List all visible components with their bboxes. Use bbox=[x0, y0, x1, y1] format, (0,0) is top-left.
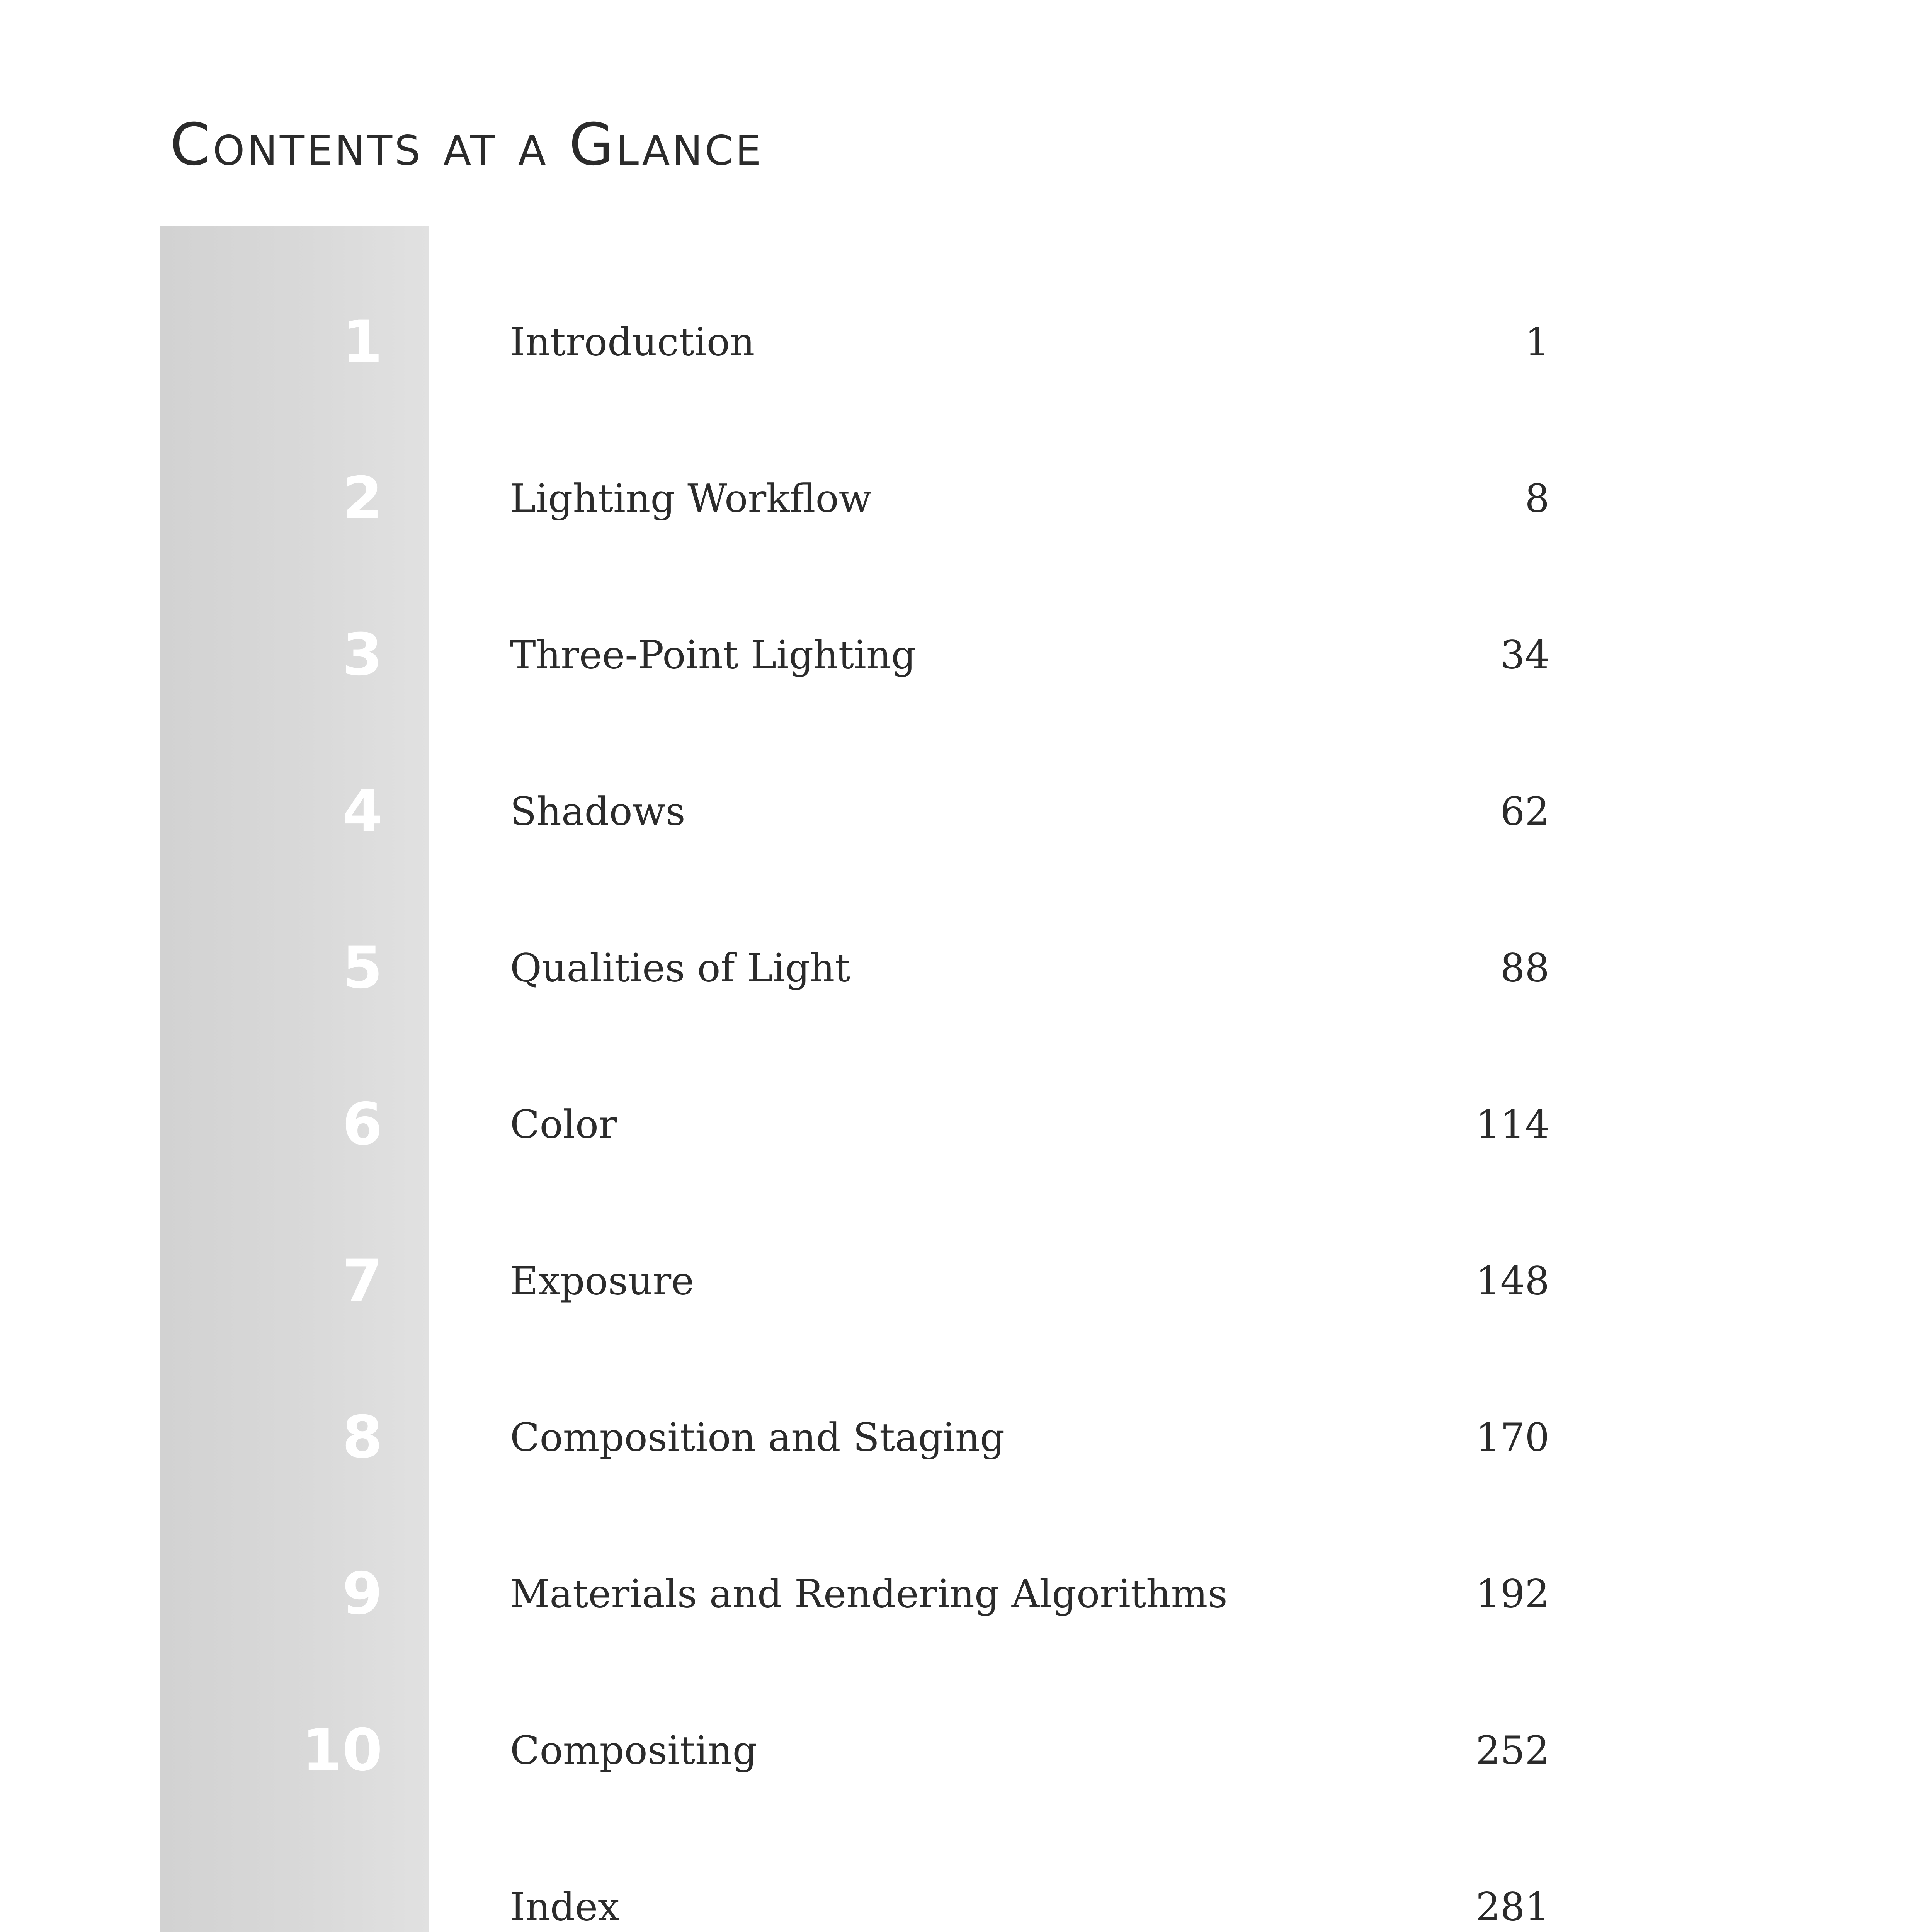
toc-entry-page: 88 bbox=[1500, 945, 1549, 991]
toc-entry-title: Shadows bbox=[510, 789, 685, 834]
toc-entry[interactable] bbox=[510, 1242, 1549, 1320]
toc-entry-page: 148 bbox=[1476, 1258, 1549, 1304]
chapter-number-6: 6 bbox=[342, 1091, 383, 1158]
toc-entry[interactable] bbox=[510, 1399, 1549, 1476]
toc-entry-page: 34 bbox=[1500, 632, 1549, 678]
toc-entry-title: Color bbox=[510, 1102, 617, 1147]
toc-entry[interactable] bbox=[510, 1086, 1549, 1163]
toc-entry-title: Qualities of Light bbox=[510, 945, 850, 991]
chapter-number-8: 8 bbox=[342, 1404, 383, 1471]
toc-entry-page: 192 bbox=[1476, 1571, 1549, 1617]
toc-entry-title: Exposure bbox=[510, 1258, 694, 1304]
toc-entry-page: 114 bbox=[1476, 1102, 1549, 1147]
toc-entry-index[interactable] bbox=[510, 1868, 1549, 1932]
toc-entry-title: Lighting Workflow bbox=[510, 476, 872, 521]
toc-entry[interactable] bbox=[510, 460, 1549, 537]
toc-entry-title: Index bbox=[510, 1884, 620, 1930]
chapter-number-2: 2 bbox=[342, 465, 383, 532]
chapter-number-7: 7 bbox=[342, 1247, 383, 1315]
toc-entry-title: Composition and Staging bbox=[510, 1415, 1005, 1460]
page-title: Contents at a Glance bbox=[170, 111, 764, 179]
chapter-number-4: 4 bbox=[342, 778, 383, 845]
toc-entry[interactable] bbox=[510, 773, 1549, 850]
toc-entry[interactable] bbox=[510, 1712, 1549, 1789]
toc-entry-page: 1 bbox=[1525, 319, 1549, 365]
toc-entry-page: 170 bbox=[1476, 1415, 1549, 1460]
toc-entry[interactable] bbox=[510, 303, 1549, 381]
chapter-number-10: 10 bbox=[302, 1717, 383, 1784]
toc-entry-title: Three-Point Lighting bbox=[510, 632, 916, 678]
chapter-number-1: 1 bbox=[342, 308, 383, 376]
toc-entry-page: 281 bbox=[1476, 1884, 1549, 1930]
chapter-number-3: 3 bbox=[342, 621, 383, 689]
toc-entry-page: 8 bbox=[1525, 476, 1549, 521]
toc-entry-title: Compositing bbox=[510, 1728, 757, 1773]
chapter-number-9: 9 bbox=[342, 1560, 383, 1628]
toc-entry-page: 62 bbox=[1500, 789, 1549, 834]
toc-entry[interactable] bbox=[510, 929, 1549, 1007]
toc-entry[interactable] bbox=[510, 616, 1549, 694]
chapter-number-strip bbox=[160, 226, 429, 1932]
toc-entry[interactable] bbox=[510, 1555, 1549, 1633]
toc-entry-title: Materials and Rendering Algorithms bbox=[510, 1571, 1228, 1617]
toc-entry-page: 252 bbox=[1476, 1728, 1549, 1773]
toc-entry-title: Introduction bbox=[510, 319, 755, 365]
chapter-number-5: 5 bbox=[342, 934, 383, 1002]
